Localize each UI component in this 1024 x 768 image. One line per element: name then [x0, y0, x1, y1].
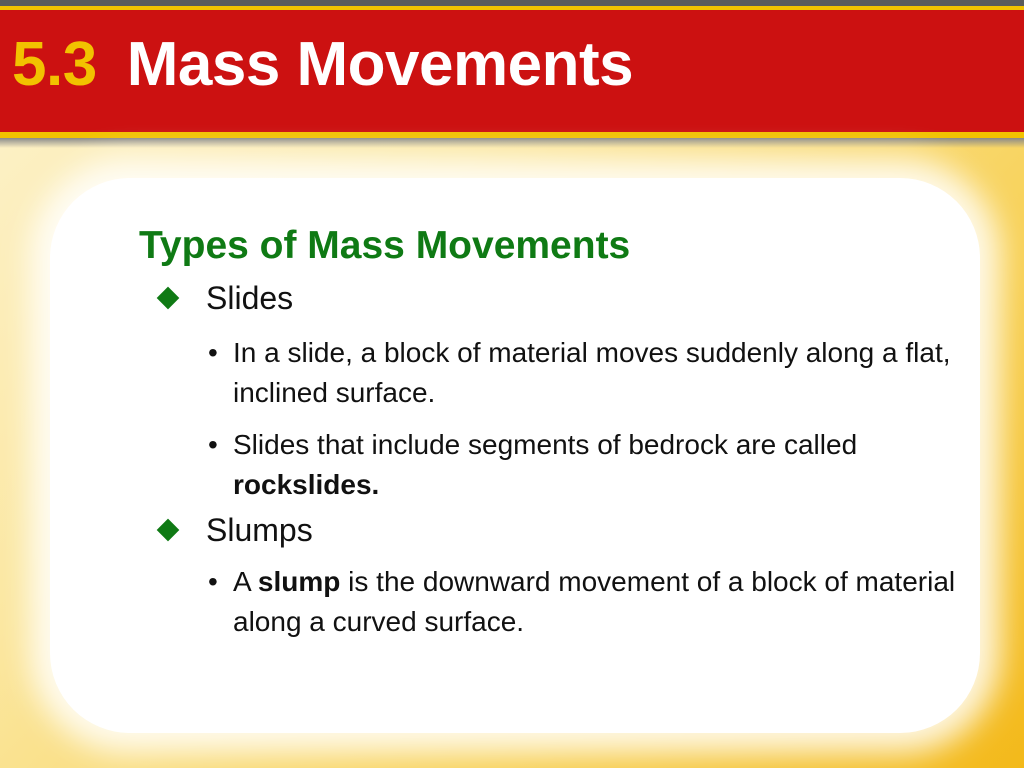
point-text: In a slide, a block of material moves suddenly along a flat, inclined surface. — [233, 337, 951, 408]
section-label: Slumps — [206, 512, 313, 548]
content-heading: Types of Mass Movements — [139, 224, 631, 267]
point-text-pre: Slides that include segments of bedrock are called — [233, 429, 858, 460]
slide-title — [12, 30, 634, 99]
term-slump: slump — [257, 566, 341, 597]
point-text-pre: A — [233, 566, 258, 597]
list-item — [208, 562, 998, 642]
term-rockslides: rockslides. — [233, 469, 380, 500]
section-number: 5.3 — [12, 30, 97, 99]
point-text — [208, 562, 998, 642]
list-item — [208, 425, 998, 505]
bullet-dot: • — [208, 337, 218, 368]
section-label: Slides — [206, 280, 294, 316]
bullet-dot: • — [208, 566, 218, 597]
list-item — [208, 333, 998, 413]
point-text — [208, 425, 998, 505]
point-text-post: is the downward movement of a block of material along a curved surface. — [233, 566, 956, 637]
title-bar-shadow — [0, 138, 1024, 148]
bullet-dot: • — [208, 429, 218, 460]
title-text: Mass Movements — [126, 30, 634, 99]
